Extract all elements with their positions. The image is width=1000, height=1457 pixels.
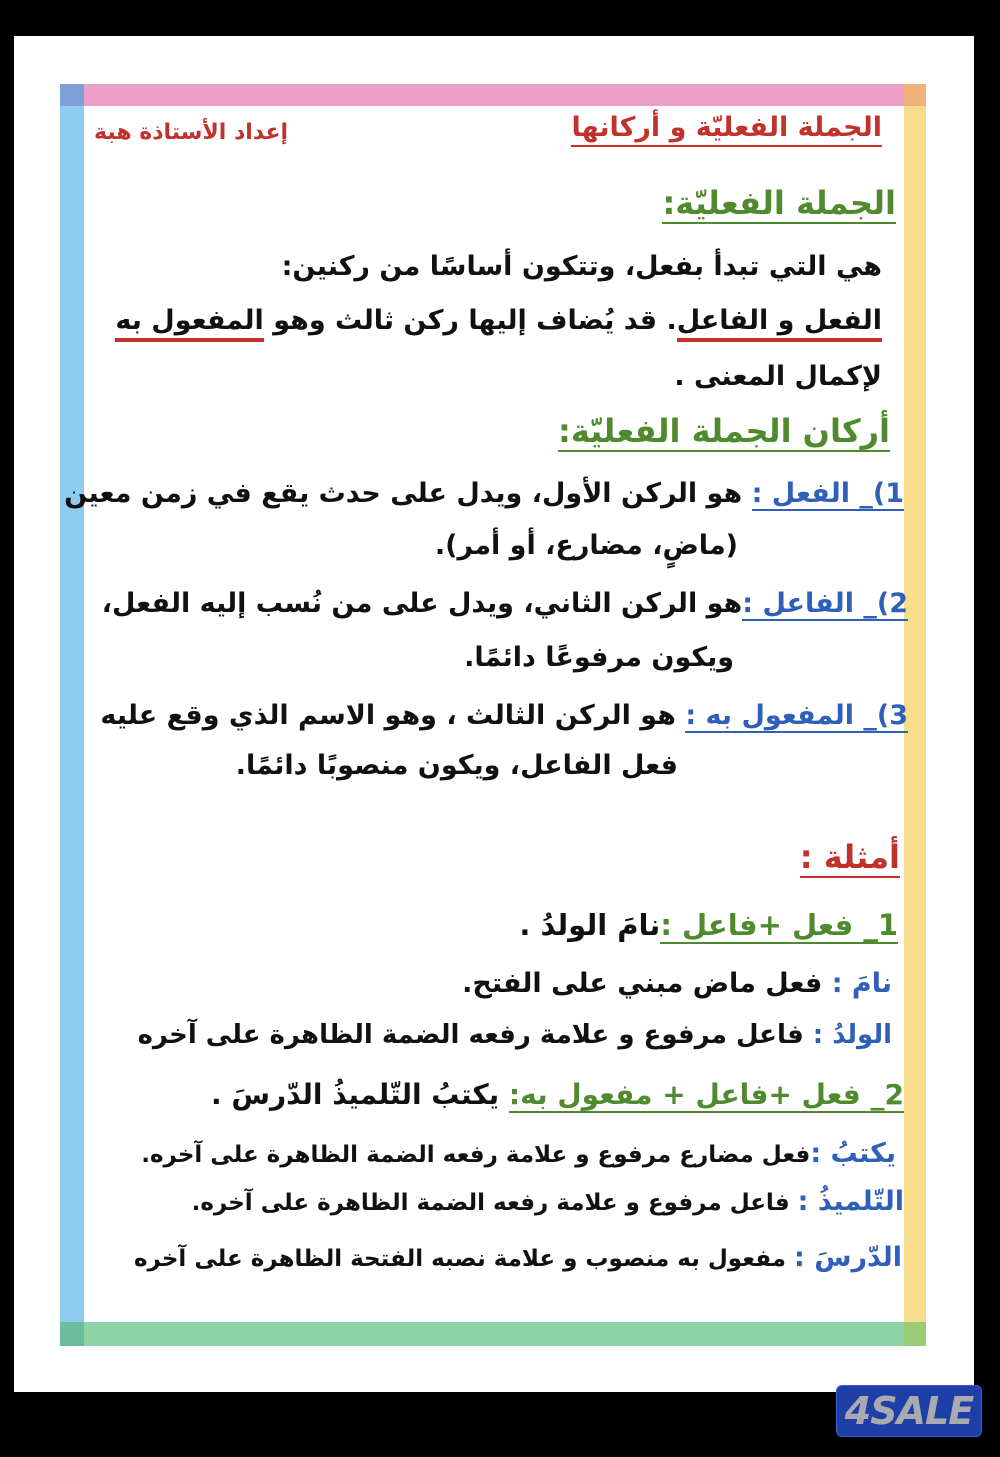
parsing-line xyxy=(134,1242,902,1273)
parsing-description: فعل مضارع مرفوع و علامة رفعه الضمة الظاهرة على آخره. xyxy=(141,1142,811,1168)
frame-left-border xyxy=(60,84,84,1346)
underlined-object: المفعول به xyxy=(115,305,263,342)
parsing-description: فعل ماض مبني على الفتح. xyxy=(462,968,832,999)
parsed-term: الدّرسَ : xyxy=(794,1242,902,1273)
underlined-verb-subject: الفعل و الفاعل xyxy=(677,305,882,342)
definition-heading: الجملة الفعليّة: xyxy=(662,184,896,222)
pillar-label: 3)_ المفعول به : xyxy=(685,700,908,731)
pillar-item-verb xyxy=(64,478,904,509)
pillar-item-object xyxy=(100,700,908,731)
parsing-description: فاعل مرفوع و علامة رفعه الضمة الظاهرة على آخره. xyxy=(191,1190,798,1216)
definition-text: . قد يُضاف إليها ركن ثالث وهو xyxy=(263,305,677,336)
pillar-text-continued: فعل الفاعل، ويكون منصوبًا دائمًا. xyxy=(235,750,678,781)
frame-corner xyxy=(60,1322,84,1346)
parsed-term: نامَ : xyxy=(831,968,892,999)
parsing-description: فاعل مرفوع و علامة رفعه الضمة الظاهرة على آخره xyxy=(137,1020,813,1050)
pillars-heading: أركان الجملة الفعليّة: xyxy=(558,412,890,450)
pillar-text: هو الركن الأول، ويدل على حدث يقع في زمن معين xyxy=(64,478,752,509)
definition-line-2 xyxy=(115,294,882,348)
lesson-content xyxy=(64,106,908,1322)
parsing-line xyxy=(138,1020,892,1050)
author-credit: إعداد الأستاذة هبة xyxy=(94,120,289,145)
example-sentence: يكتبُ التّلميذُ الدّرسَ . xyxy=(211,1078,509,1111)
watermark-logo: 4SALE xyxy=(836,1385,982,1437)
examples-heading: أمثلة : xyxy=(799,838,900,876)
example-sentence: نامَ الولدُ . xyxy=(519,908,661,942)
example-1-header xyxy=(519,908,898,942)
pillar-text: هو الركن الثاني، ويدل على من نُسب إليه الفعل، xyxy=(101,588,743,619)
pillar-label: 1)_ الفعل : xyxy=(751,478,904,509)
frame-bottom-border xyxy=(60,1322,926,1346)
parsing-line xyxy=(141,1138,896,1169)
parsed-term: التّلميذُ : xyxy=(797,1186,904,1217)
definition-line-3: لإكمال المعنى . xyxy=(674,361,882,392)
frame-corner xyxy=(904,1322,926,1346)
pillar-text-continued: ويكون مرفوعًا دائمًا. xyxy=(464,642,734,673)
parsed-term: يكتبُ : xyxy=(810,1138,896,1169)
frame-top-border xyxy=(60,84,926,106)
parsing-line xyxy=(192,1186,904,1217)
frame-corner xyxy=(904,84,926,106)
pillar-item-subject xyxy=(102,588,908,619)
pillar-text-continued: (ماضٍ، مضارع، أو أمر). xyxy=(434,530,738,561)
definition-line-1: هي التي تبدأ بفعل، وتتكون أساسًا من ركنين: xyxy=(281,251,882,282)
pillar-label: 2)_ الفاعل : xyxy=(742,588,908,619)
parsing-description: مفعول به منصوب و علامة نصبه الفتحة الظاهرة على آخره xyxy=(133,1246,794,1272)
parsing-line xyxy=(462,968,892,999)
example-pattern-label: 2_ فعل +فاعل + مفعول به: xyxy=(508,1078,904,1111)
frame-corner xyxy=(60,84,84,106)
example-2-header xyxy=(211,1078,904,1111)
pillar-text: هو الركن الثالث ، وهو الاسم الذي وقع عليه xyxy=(100,700,686,731)
lesson-title: الجملة الفعليّة و أركانها xyxy=(571,112,882,147)
parsed-term: الولدُ : xyxy=(812,1020,892,1050)
example-pattern-label: 1_ فعل +فاعل : xyxy=(660,908,898,942)
